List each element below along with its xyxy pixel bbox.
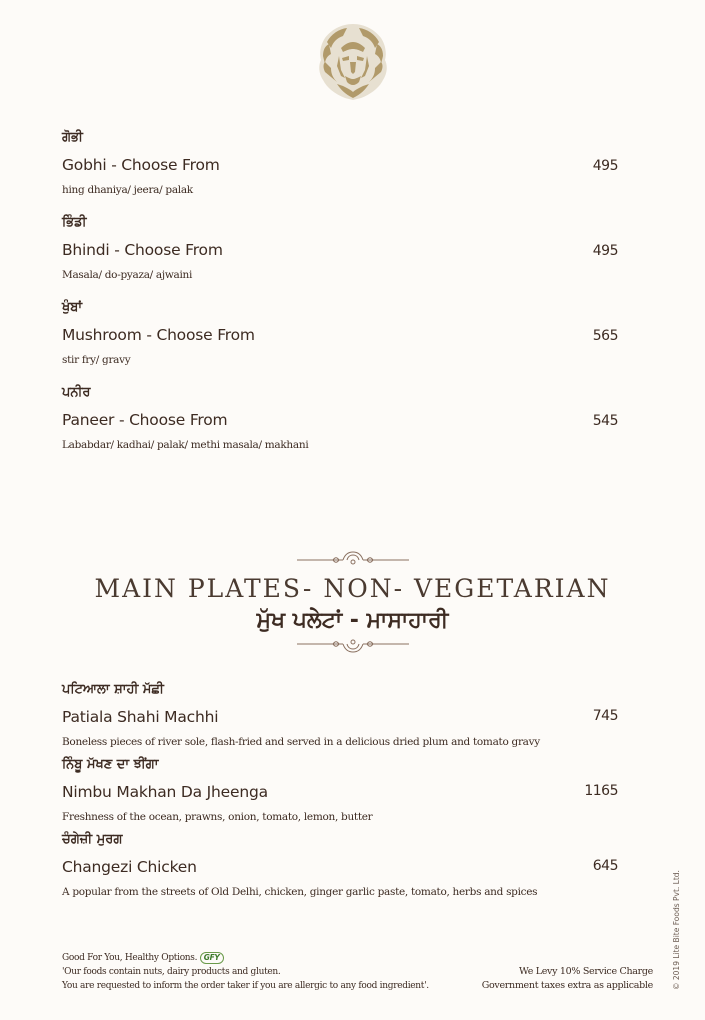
item-punjabi-name: ਚੰਗੇਜ਼ੀ ਮੁਰਗ (62, 832, 123, 847)
item-description: A popular from the streets of Old Delhi, chicken, ginger garlic paste, tomato, herbs and spices (62, 886, 538, 898)
item-name: Mushroom - Choose From (62, 326, 255, 344)
menu-item-mushroom (62, 298, 622, 383)
item-name: Gobhi - Choose From (62, 156, 220, 174)
item-description: Freshness of the ocean, prawns, onion, tomato, lemon, butter (62, 811, 373, 823)
item-punjabi-name: ਨਿੰਬੂ ਮੱਖਣ ਦਾ ਝੀਂਗਾ (62, 757, 159, 772)
menu-item-bhindi (62, 213, 622, 298)
item-name: Patiala Shahi Machhi (62, 708, 219, 726)
item-punjabi-name: ਪਟਿਆਲਾ ਸ਼ਾਹੀ ਮੱਛੀ (62, 682, 164, 697)
lion-logo-icon (315, 22, 391, 102)
service-charge-text: We Levy 10% Service Charge (519, 966, 653, 977)
item-price: 495 (592, 158, 618, 174)
menu-item-changezi-chicken (62, 830, 622, 905)
ornament-bottom-icon (293, 636, 413, 656)
item-name: Paneer - Choose From (62, 411, 228, 429)
item-description: Masala/ do-pyaza/ ajwaini (62, 269, 193, 281)
allergy-line-1: 'Our foods contain nuts, dairy products and gluten. (62, 967, 281, 977)
gfy-text: Good For You, Healthy Options. (62, 953, 198, 963)
item-price: 745 (592, 708, 618, 724)
footer-allergy-note (62, 951, 429, 993)
menu-item-gobhi (62, 128, 622, 213)
nonveg-section (62, 680, 622, 905)
menu-item-nimbu-makhan-jheenga (62, 755, 622, 830)
copyright-text: © 2019 Lite Bite Foods Pvt. Ltd. (672, 870, 681, 990)
ornament-top-icon (293, 548, 413, 568)
section-header (0, 548, 705, 656)
item-price: 545 (592, 413, 618, 429)
item-price: 645 (592, 858, 618, 874)
taxes-text: Government taxes extra as applicable (481, 980, 653, 991)
item-punjabi-name: ਭਿੰਡੀ (62, 215, 87, 230)
menu-item-patiala-shahi-machhi (62, 680, 622, 755)
item-name: Bhindi - Choose From (62, 241, 223, 259)
item-name: Nimbu Makhan Da Jheenga (62, 783, 268, 801)
item-description: Lababdar/ kadhai/ palak/ methi masala/ makhani (62, 439, 309, 451)
veg-section (62, 128, 622, 468)
allergy-line-2: You are requested to inform the order taker if you are allergic to any food ingredient'. (62, 981, 429, 991)
section-title-punjabi: ਮੁੱਖ ਪਲੇਟਾਂ - ਮਾਸਾਹਾਰੀ (256, 608, 449, 633)
gfy-line (62, 951, 429, 965)
item-punjabi-name: ਖੁੰਬਾਂ (62, 300, 83, 315)
item-price: 1165 (584, 783, 618, 799)
item-name: Changezi Chicken (62, 858, 197, 876)
item-description: Boneless pieces of river sole, flash-fried and served in a delicious dried plum and tomato gravy (62, 736, 540, 748)
item-punjabi-name: ਗੋਭੀ (62, 130, 83, 145)
item-punjabi-name: ਪਨੀਰ (62, 385, 91, 400)
item-price: 495 (592, 243, 618, 259)
menu-item-paneer (62, 383, 622, 468)
section-title-english: MAIN PLATES- NON- VEGETARIAN (94, 574, 611, 603)
item-description: hing dhaniya/ jeera/ palak (62, 184, 193, 196)
footer-charges-note (482, 965, 653, 993)
gfy-badge-icon: GFY (200, 952, 224, 964)
item-description: stir fry/ gravy (62, 354, 131, 366)
item-price: 565 (592, 328, 618, 344)
